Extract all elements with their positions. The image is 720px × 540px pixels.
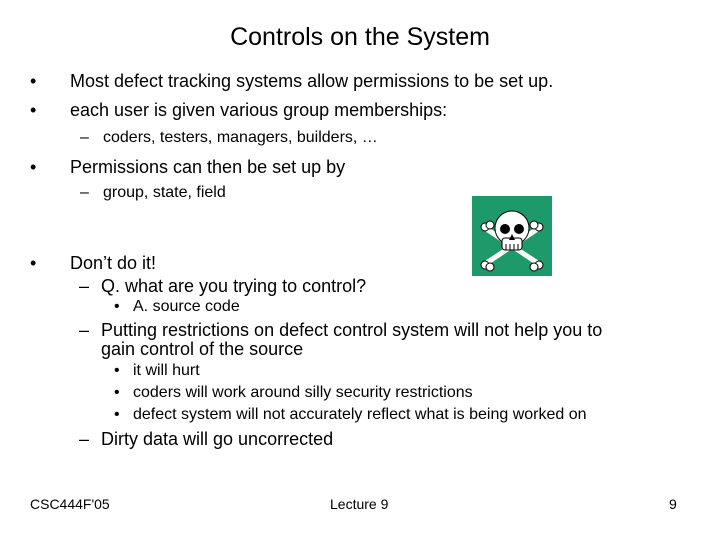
bullet-4-sub-2-line-2: gain control of the source (101, 339, 304, 359)
slide-title: Controls on the System (230, 23, 490, 51)
dash-marker: – (79, 429, 90, 449)
skull-crossbones-icon (472, 196, 552, 276)
footer-page-number: 9 (669, 496, 677, 512)
bullet-4-sub-2-sub-2: coders will work around silly security restrictions (133, 384, 473, 401)
dash-marker: – (79, 276, 90, 296)
bullet-4-sub-1: Q. what are you trying to control? (101, 276, 367, 296)
bullet-marker: • (114, 384, 120, 401)
footer-course: CSC444F'05 (30, 496, 110, 512)
bullet-marker: • (114, 362, 120, 379)
dash-marker: – (80, 184, 89, 201)
dash-marker: – (79, 320, 90, 340)
footer-lecture: Lecture 9 (330, 496, 389, 512)
bullet-3-sub-1: group, state, field (103, 184, 226, 201)
bullet-1: Most defect tracking systems allow permissions to be set up. (70, 71, 554, 91)
bullet-2: each user is given various group memberships: (70, 100, 448, 120)
bullet-marker: • (30, 253, 37, 273)
bullet-4-sub-2-sub-1: it will hurt (133, 362, 200, 379)
bullet-2-sub-1: coders, testers, managers, builders, … (103, 129, 378, 146)
dash-marker: – (80, 129, 89, 146)
bullet-marker: • (30, 157, 37, 177)
bullet-3: Permissions can then be set up by (70, 157, 346, 177)
bullet-marker: • (30, 100, 37, 120)
bullet-4: Don’t do it! (70, 253, 157, 273)
bullet-4-sub-3: Dirty data will go uncorrected (101, 429, 334, 449)
bullet-marker: • (30, 71, 37, 91)
bullet-4-sub-2-line-1: Putting restrictions on defect control system will not help you to (101, 320, 603, 340)
bullet-marker: • (114, 406, 120, 423)
bullet-4-sub-1-sub-1: A. source code (133, 298, 240, 315)
bullet-marker: • (114, 298, 120, 315)
bullet-4-sub-2-sub-3: defect system will not accurately reflect what is being worked on (133, 406, 587, 423)
